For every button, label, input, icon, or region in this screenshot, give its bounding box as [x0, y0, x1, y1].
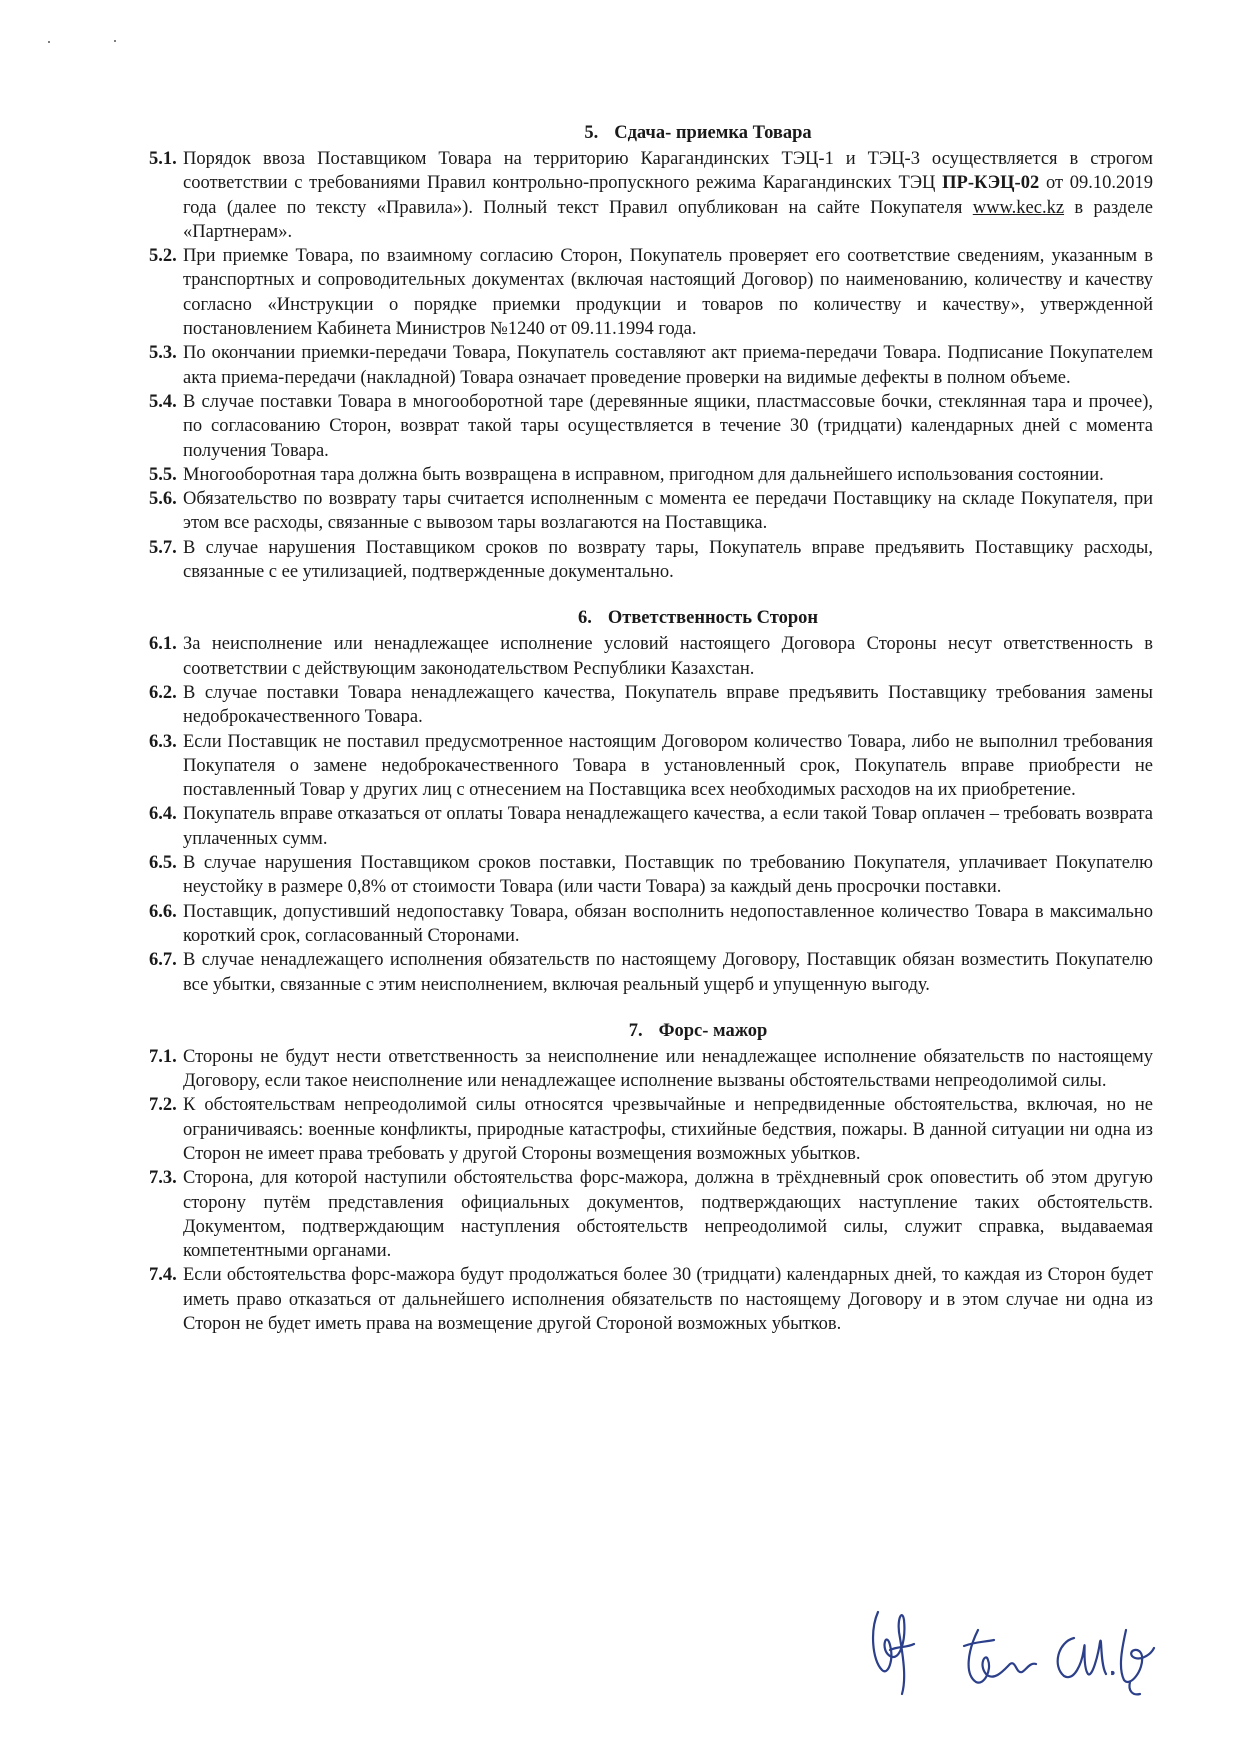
text-run: В случае поставки Товара ненадлежащего качества, Покупатель вправе предъявить Поставщику требования замены недоброкачественного Товара.	[183, 682, 1153, 728]
text-run: Сторона, для которой наступили обстоятельства форс-мажора, должна в трёхдневный срок оповестить об этом другую сторону путём представления официальных документов, подтверждающих наступление таких обстоятельств. Документом, подтверждающим наступления обстоятельств непреодолимой силы, служит справка, выдаваемая компетентными органами.	[183, 1168, 1153, 1262]
clause-number: 6.7.	[149, 950, 177, 971]
clause-number: 6.6.	[149, 901, 177, 922]
section	[149, 1019, 1153, 1337]
text-run: За неисполнение или ненадлежащее исполнение условий настоящего Договора Стороны несут ответственность в соответствии с действующим законодательством Республики Казахстан.	[183, 634, 1153, 679]
section-number: 7.	[628, 1020, 643, 1041]
clause-text	[183, 390, 1153, 463]
bold-text: ПР-КЭЦ-02	[942, 173, 1040, 194]
clause	[149, 1263, 1153, 1336]
text-run: В случае нарушения Поставщиком сроков по возврату тары, Покупатель вправе предъявить Поставщику расходы, связанные с ее утилизацией, подтвержденные документально.	[183, 537, 1153, 583]
clause-text	[183, 487, 1153, 536]
text-run: В случае поставки Товара в многооборотной таре (деревянные ящики, пластмассовые бочки, стеклянная тара и прочее), по согласованию Сторон, возврат такой тары осуществляется в течение 30 (тридцати) календарных дней с момента получения Товара.	[183, 391, 1153, 461]
document-body	[149, 121, 1154, 1358]
clause-number: 5.7.	[149, 537, 177, 558]
clause-number: 6.2.	[149, 682, 177, 703]
text-run: Если обстоятельства форс-мажора будут продолжаться более 30 (тридцати) календарных дней, то каждая из Сторон будет иметь право отказаться от дальнейшего исполнения обязательств по настоящему Договору и в этом случае ни одна из Сторон не будет иметь права на возмещение другой Стороной возможных убытков.	[183, 1265, 1153, 1335]
section-title	[183, 121, 1153, 145]
clause-number: 6.3.	[149, 731, 177, 752]
clause	[149, 244, 1153, 341]
clause	[149, 681, 1153, 730]
section-title-text: Сдача- приемка Товара	[614, 123, 812, 143]
section-number: 6.	[577, 608, 592, 629]
clause-text	[183, 851, 1153, 900]
clause	[149, 1045, 1153, 1094]
signatures-image	[860, 1590, 1160, 1700]
clause-text	[183, 147, 1153, 244]
clause	[149, 536, 1153, 585]
clause-number: 5.5.	[149, 464, 177, 485]
section	[149, 606, 1153, 996]
clause-text	[183, 900, 1153, 949]
clause-number: 6.1.	[149, 634, 177, 655]
clause	[149, 487, 1153, 536]
clause-text	[183, 802, 1153, 851]
clause-number: 6.4.	[149, 804, 177, 825]
clause-text	[183, 1166, 1153, 1263]
clause-text	[183, 632, 1153, 681]
text-run: Обязательство по возврату тары считается исполненным с момента ее передачи Поставщику на складе Покупателя, при этом все расходы, связанные с вывозом тары возлагаются на Поставщика.	[183, 489, 1153, 534]
text-run: Порядок ввоза Поставщиком Товара на территорию Карагандинских ТЭЦ-1 и ТЭЦ-3 осуществляется в строгом соответствии с требованиями Правил контрольно-пропускного режима Карагандинских ТЭЦ	[183, 149, 1153, 194]
clause-text	[183, 463, 1153, 487]
text-run: В случае нарушения Поставщиком сроков поставки, Поставщик по требованию Покупателя, уплачивает Покупателю неустойку в размере 0,8% от стоимости Товара (или части Товара) за каждый день просрочки поставки.	[183, 853, 1153, 898]
handwritten-signatures	[860, 1590, 1160, 1700]
clause-number: 5.6.	[149, 489, 177, 510]
clause	[149, 802, 1153, 851]
clause-text	[183, 536, 1153, 585]
text-run: По окончании приемки-передачи Товара, Покупатель составляют акт приема-передачи Товара. Подписание Покупателем акта приема-передачи (накладной) Товара означает проведение проверки на видимые дефекты в полном объеме.	[183, 343, 1153, 388]
clause	[149, 948, 1153, 997]
clause-text	[183, 1093, 1153, 1166]
clause	[149, 632, 1153, 681]
clause	[149, 851, 1153, 900]
text-run: Поставщик, допустивший недопоставку Товара, обязан восполнить недопоставленное количество Товара в максимально короткий срок, согласованный Сторонами.	[183, 901, 1153, 946]
section-number: 5.	[584, 123, 599, 143]
clause-number: 5.2.	[149, 246, 177, 267]
scan-speck	[114, 40, 116, 42]
clause-text	[183, 341, 1153, 390]
scan-speck	[48, 41, 50, 43]
text-run: Многооборотная тара должна быть возвращена в исправном, пригодном для дальнейшего использования состоянии.	[183, 464, 1104, 485]
clause	[149, 463, 1153, 487]
text-run: Покупатель вправе отказаться от оплаты Товара ненадлежащего качества, а если такой Товар оплачен – требовать возврата уплаченных сумм.	[183, 804, 1153, 849]
text-run: При приемке Товара, по взаимному согласию Сторон, Покупатель проверяет его соответствие сведениям, указанным в транспортных и сопроводительных документах (включая настоящий Договор) по наименованию, количеству и качеству согласно «Инструкции о порядке приемки продукции и товаров по количеству и качеству», утвержденной постановлением Кабинета Министров №1240 от 09.11.1994 года.	[183, 246, 1153, 340]
clause	[149, 1093, 1153, 1166]
website-link: www.kec.kz	[972, 197, 1065, 218]
text-run: Стороны не будут нести ответственность за неисполнение или ненадлежащее исполнение обязательств по настоящему Договору, если такое неисполнение или ненадлежащее исполнение вызваны обстоятельствами непреодолимой силы.	[183, 1046, 1153, 1092]
scan-specks	[48, 40, 138, 46]
clause-number: 7.4.	[149, 1265, 177, 1286]
clause-number: 6.5.	[149, 853, 177, 874]
clause-number: 7.1.	[149, 1046, 177, 1067]
text-run: в разделе «Партнерам».	[183, 197, 1153, 242]
section-title-text: Форс- мажор	[658, 1020, 768, 1041]
clause-text	[183, 948, 1153, 997]
clause-number: 5.4.	[149, 391, 177, 412]
clause-number: 7.2.	[149, 1095, 177, 1116]
clause-number: 5.3.	[149, 343, 177, 364]
section-title	[183, 1019, 1153, 1043]
section	[149, 121, 1154, 584]
clause-text	[183, 1263, 1153, 1336]
clause	[149, 730, 1153, 803]
clause	[149, 147, 1154, 244]
clause-text	[183, 730, 1153, 803]
text-run: В случае ненадлежащего исполнения обязательств по настоящему Договору, Поставщик обязан возместить Покупателю все убытки, связанные с этим неисполнением, включая реальный ущерб и упущенную выгоду.	[183, 950, 1153, 995]
text-run: от 09.10.2019 года (далее по тексту «Правила»). Полный текст Правил опубликован на сайте Покупателя	[183, 173, 1154, 218]
text-run: К обстоятельствам непреодолимой силы относятся чрезвычайные и непредвиденные обстоятельства, включая, но не ограничиваясь: военные конфликты, природные катастрофы, стихийные бедствия, пожары. В данной ситуации ни одна из Сторон не имеет права требовать у другой Стороны возмещения возможных убытков.	[183, 1095, 1153, 1164]
clause	[149, 341, 1153, 390]
clause	[149, 900, 1153, 949]
clause-text	[183, 681, 1153, 730]
text-run: Если Поставщик не поставил предусмотренное настоящим Договором количество Товара, либо не выполнил требования Покупателя о замене недоброкачественного Товара в установленный срок, Покупатель вправе приобрести не поставленный Товар у других лиц с отнесением на Поставщика всех необходимых расходов на их приобретение.	[183, 731, 1153, 801]
clause-number: 7.3.	[149, 1168, 177, 1189]
clause	[149, 390, 1153, 463]
clause-number: 5.1.	[149, 149, 177, 169]
section-title	[183, 606, 1153, 630]
clause-text	[183, 1045, 1153, 1094]
section-title-text: Ответственность Сторон	[607, 608, 819, 629]
clause-text	[183, 244, 1153, 341]
clause	[149, 1166, 1153, 1263]
